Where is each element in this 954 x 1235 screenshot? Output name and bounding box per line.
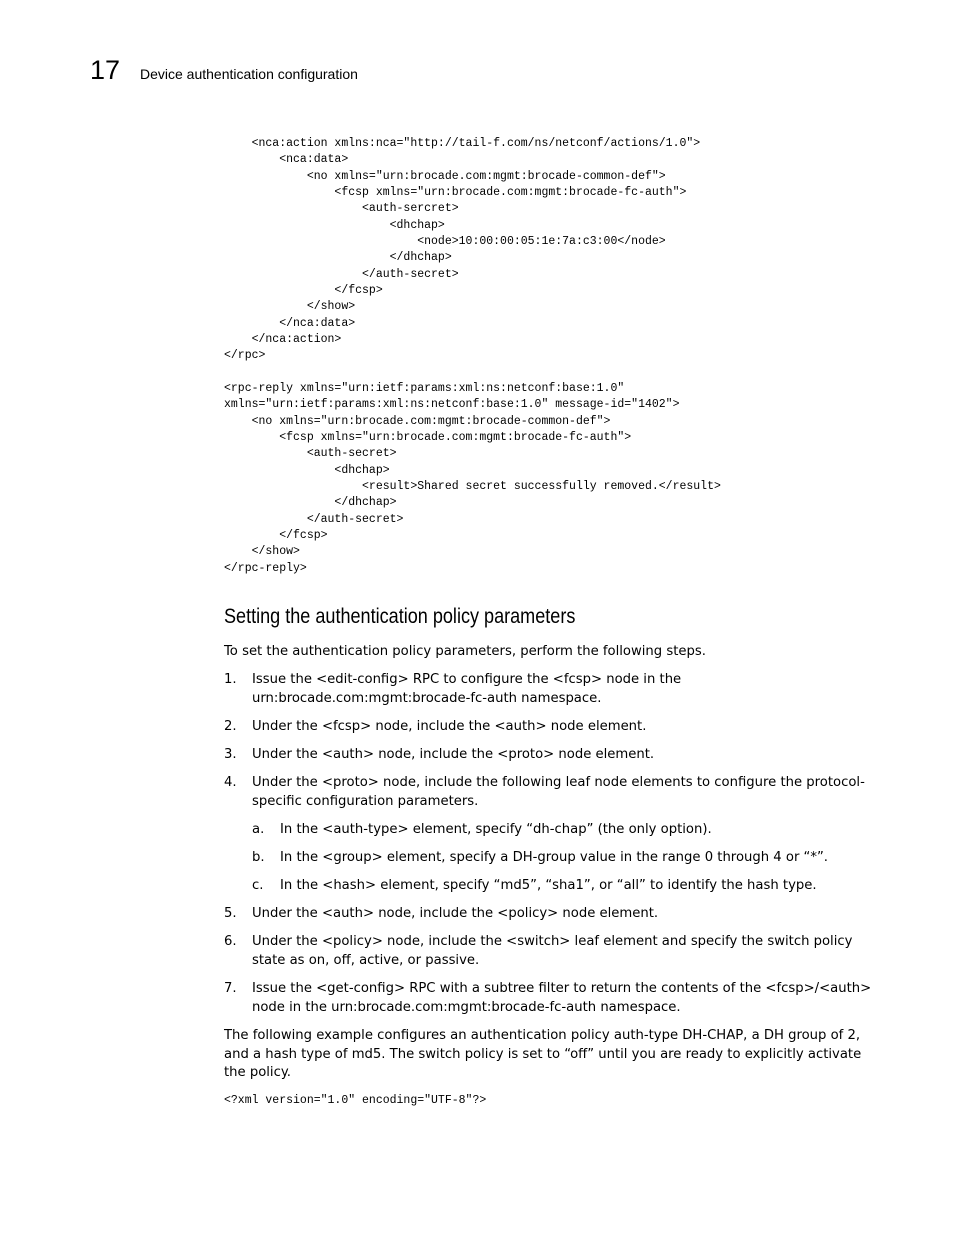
step-number: 4. [224, 775, 237, 790]
step-text: Under the <fcsp> node, include the <auth> node element. [252, 719, 647, 734]
code-block-xml-declaration: <?xml version="1.0" encoding="UTF-8"?> [224, 1094, 487, 1107]
chapter-number: 17 [90, 55, 121, 85]
step-text: Issue the <edit-config> RPC to configure the <fcsp> node in the urn:brocade.com:mgmt:brocade-fc-auth namespace. [252, 672, 682, 706]
step-number: 7. [224, 981, 237, 996]
step-number: 5. [224, 906, 237, 921]
substep-text: In the <hash> element, specify “md5”, “sha1”, or “all” to identify the hash type. [280, 878, 817, 893]
substep-letter: c. [252, 878, 264, 893]
step-text: Under the <auth> node, include the <policy> node element. [252, 906, 659, 921]
step-text: Issue the <get-config> RPC with a subtree filter to return the contents of the <fcsp>/<auth> node in the urn:brocade.com:mgmt:brocade-fc-auth namespace. [252, 981, 872, 1015]
code-block-rpc-reply: <rpc-reply xmlns="urn:ietf:params:xml:ns:netconf:base:1.0" xmlns="urn:ietf:params:xml:ns:netconf:base:1.0" message-id="1402"> <no xmlns="urn:brocade.com:mgmt:brocade-common-def"> <fcsp xmlns="urn:brocade.com:mgmt:brocade-fc-auth"> <auth-secret> <dhchap> <result>Shared secret successfully removed.</result> </dhchap> </auth-secret> </fcsp> </show> </rpc-reply> [224, 382, 721, 575]
substep-text: In the <group> element, specify a DH-group value in the range 0 through 4 or “*”. [280, 850, 829, 865]
substep-text: In the <auth-type> element, specify “dh-chap” (the only option). [280, 822, 712, 837]
code-block-action-request: <nca:action xmlns:nca="http://tail-f.com/ns/netconf/actions/1.0"> <nca:data> <no xmlns="urn:brocade.com:mgmt:brocade-common-def"> <fcsp xmlns="urn:brocade.com:mgmt:brocade-fc-auth"> <auth-sercret> <dhchap> <node>10:00:00:05:1e:7a:c3:00</node> </dhchap> </auth-secret> </fcsp> </show> </nca:data> </nca:action> </rpc> [224, 137, 701, 363]
section-intro: To set the authentication policy parameters, perform the following steps. [224, 644, 706, 659]
step-number: 2. [224, 719, 237, 734]
step-text: Under the <auth> node, include the <proto> node element. [252, 747, 655, 762]
step-text: Under the <policy> node, include the <switch> leaf element and specify the switch policy state as on, off, active, or passive. [252, 934, 853, 968]
step-number: 1. [224, 672, 237, 687]
section-heading: Setting the authentication policy parameters [224, 605, 576, 628]
chapter-title: Device authentication configuration [140, 66, 358, 82]
step-text: Under the <proto> node, include the following leaf node elements to configure the protocol-specific configuration parameters. [252, 775, 865, 809]
step-number: 3. [224, 747, 237, 762]
step-number: 6. [224, 934, 237, 949]
substep-letter: b. [252, 850, 265, 865]
example-intro: The following example configures an authentication policy auth-type DH-CHAP, a DH group of 2, and a hash type of md5. The switch policy is set to “off” until you are ready to explicitly activate the policy. [224, 1028, 862, 1081]
substep-letter: a. [252, 822, 265, 837]
